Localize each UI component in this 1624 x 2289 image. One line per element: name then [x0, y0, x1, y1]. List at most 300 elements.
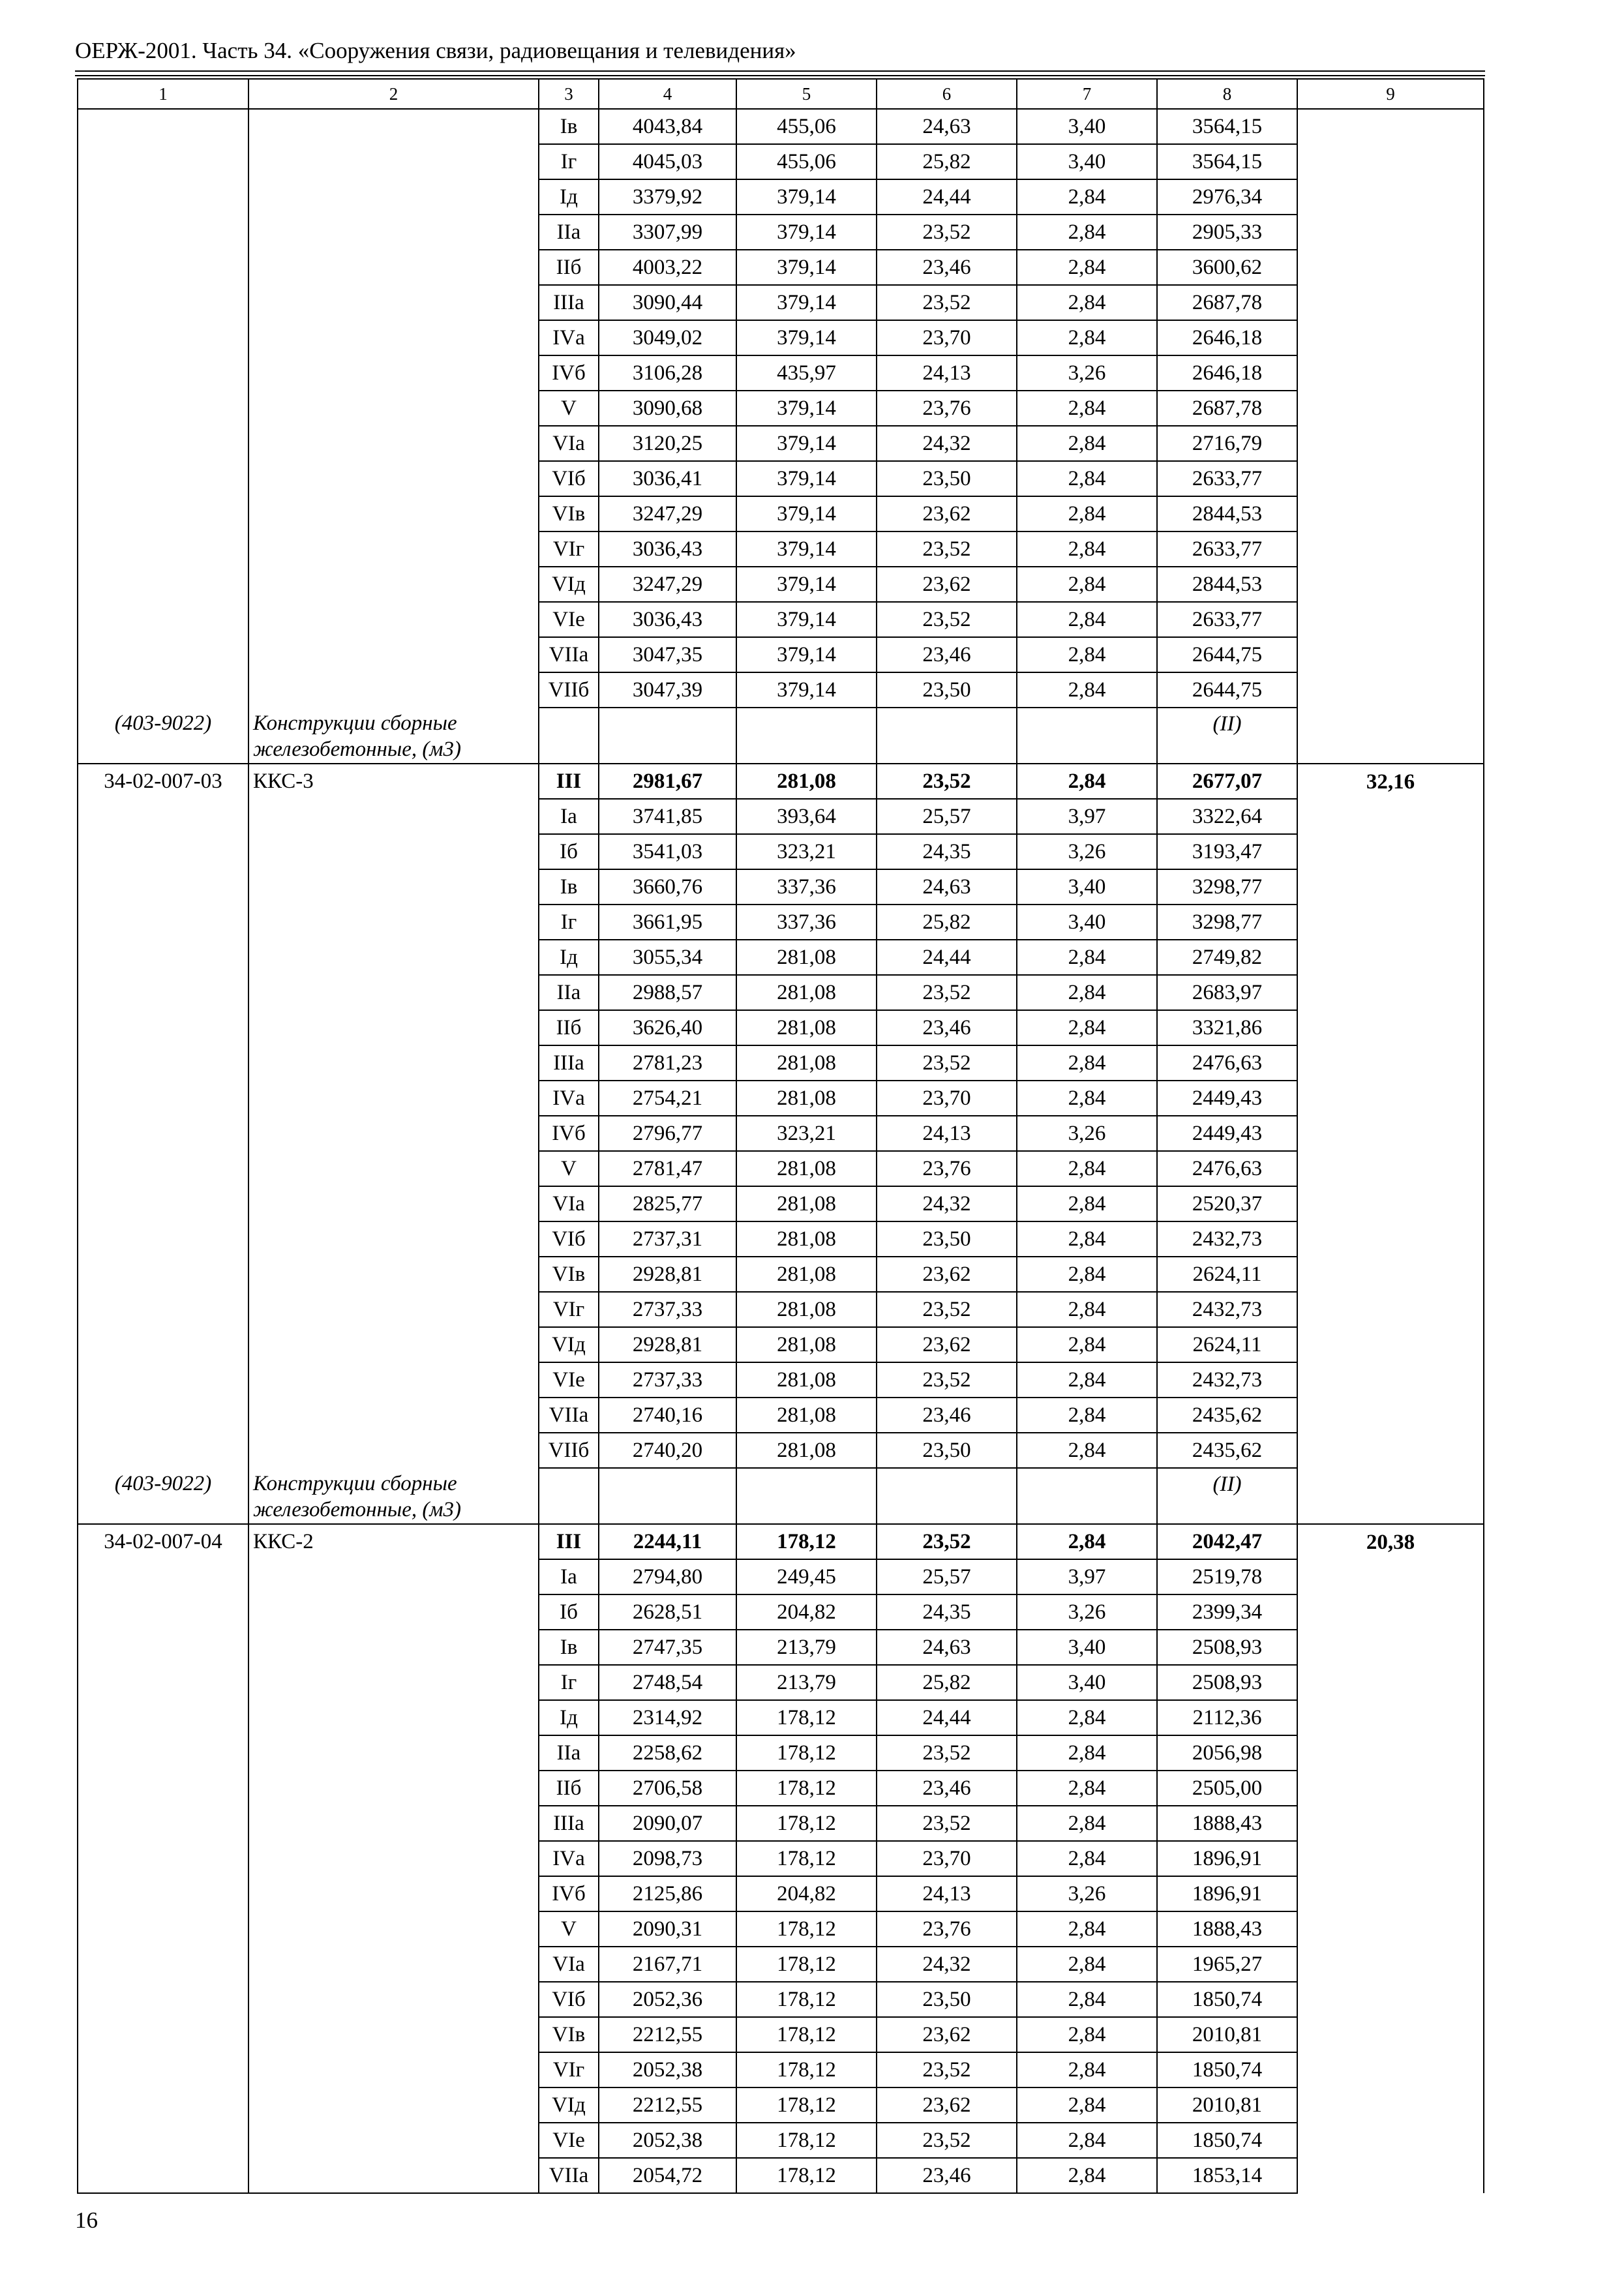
- code-cell: [78, 285, 248, 320]
- code-cell: [78, 1221, 248, 1257]
- code-cell: [78, 1665, 248, 1700]
- col6-cell: 25,57: [877, 1559, 1017, 1594]
- table-row: [78, 1806, 1484, 1841]
- col9-cell: [1297, 1433, 1484, 1468]
- zone-cell: VIе: [539, 602, 599, 637]
- col8-cell: 1850,74: [1157, 2052, 1297, 2087]
- col8-cell: 2905,33: [1157, 215, 1297, 250]
- col4-cell: 2054,72: [599, 2158, 736, 2193]
- col6-cell: 23,52: [877, 1362, 1017, 1398]
- zone-cell: Iд: [539, 1700, 599, 1735]
- empty-cell: [1017, 1468, 1157, 1524]
- code-cell: [78, 1327, 248, 1362]
- code-cell: [78, 1841, 248, 1876]
- zone-cell: IIIа: [539, 1045, 599, 1081]
- code-cell: [78, 1559, 248, 1594]
- col4-cell: 3247,29: [599, 567, 736, 602]
- name-cell: [248, 1327, 539, 1362]
- code-cell: [78, 1116, 248, 1151]
- col9-cell: [1297, 461, 1484, 496]
- col8-cell: 2112,36: [1157, 1700, 1297, 1735]
- col5-cell: 204,82: [736, 1594, 877, 1630]
- col5-cell: 178,12: [736, 2123, 877, 2158]
- page-number: 16: [75, 2207, 98, 2233]
- zone-cell: Iа: [539, 799, 599, 834]
- col8-cell: 2749,82: [1157, 940, 1297, 975]
- table-row: [78, 1630, 1484, 1665]
- col4-cell: 2928,81: [599, 1257, 736, 1292]
- name-cell: ККС-2: [248, 1524, 539, 1559]
- col7-cell: 3,40: [1017, 1665, 1157, 1700]
- col6-cell: 23,52: [877, 1735, 1017, 1771]
- col6-cell: 24,13: [877, 1876, 1017, 1911]
- table-row: [78, 1771, 1484, 1806]
- col4-cell: 2754,21: [599, 1081, 736, 1116]
- zone-cell: V: [539, 391, 599, 426]
- zone-cell: VIа: [539, 426, 599, 461]
- zone-cell: VIIб: [539, 672, 599, 708]
- table-row: [78, 869, 1484, 905]
- col9-cell: [1297, 1594, 1484, 1630]
- col5-cell: 281,08: [736, 1327, 877, 1362]
- code-cell: [78, 940, 248, 975]
- col9-cell: [1297, 320, 1484, 355]
- col7-cell: 3,26: [1017, 355, 1157, 391]
- col6-cell: 23,46: [877, 2158, 1017, 2193]
- column-number: 1: [78, 79, 248, 109]
- col8-cell: 3298,77: [1157, 905, 1297, 940]
- col8-cell: 2683,97: [1157, 975, 1297, 1010]
- empty-cell: [1297, 1468, 1484, 1524]
- col9-cell: [1297, 496, 1484, 531]
- col9-cell: [1297, 1559, 1484, 1594]
- empty-cell: [1017, 708, 1157, 764]
- col6-cell: 24,44: [877, 179, 1017, 215]
- col6-cell: 23,62: [877, 496, 1017, 531]
- code-cell: [78, 1010, 248, 1045]
- zone-cell: VIв: [539, 496, 599, 531]
- name-cell: [248, 567, 539, 602]
- zone-cell: Iд: [539, 179, 599, 215]
- table-row-note: [78, 1468, 1484, 1524]
- name-cell: [248, 2158, 539, 2193]
- col9-cell: [1297, 834, 1484, 869]
- col9-cell: [1297, 1982, 1484, 2017]
- table-row: [78, 109, 1484, 144]
- empty-cell: [1297, 708, 1484, 764]
- zone-cell: VIг: [539, 2052, 599, 2087]
- col7-cell: 2,84: [1017, 2052, 1157, 2087]
- col9-cell: 32,16: [1297, 764, 1484, 799]
- code-cell: [78, 355, 248, 391]
- table-row: [78, 2017, 1484, 2052]
- col4-cell: 2981,67: [599, 764, 736, 799]
- col5-cell: 178,12: [736, 1735, 877, 1771]
- col4-cell: 3049,02: [599, 320, 736, 355]
- col9-cell: [1297, 1841, 1484, 1876]
- col8-cell: 2399,34: [1157, 1594, 1297, 1630]
- col5-cell: 281,08: [736, 1221, 877, 1257]
- name-cell: [248, 1947, 539, 1982]
- col8-cell: 2633,77: [1157, 531, 1297, 567]
- zone-cell: Iг: [539, 1665, 599, 1700]
- name-cell: [248, 109, 539, 144]
- zone-cell: VIб: [539, 1221, 599, 1257]
- col9-cell: [1297, 1362, 1484, 1398]
- col6-cell: 23,62: [877, 1257, 1017, 1292]
- col8-cell: 2449,43: [1157, 1116, 1297, 1151]
- col9-cell: [1297, 1630, 1484, 1665]
- col6-cell: 23,50: [877, 672, 1017, 708]
- code-cell: [78, 1630, 248, 1665]
- col6-cell: 25,57: [877, 799, 1017, 834]
- col4-cell: 3247,29: [599, 496, 736, 531]
- col6-cell: 23,52: [877, 2052, 1017, 2087]
- col9-cell: [1297, 144, 1484, 179]
- col4-cell: 3120,25: [599, 426, 736, 461]
- col4-cell: 2737,33: [599, 1362, 736, 1398]
- col8-cell: 2520,37: [1157, 1186, 1297, 1221]
- col7-cell: 2,84: [1017, 285, 1157, 320]
- name-cell: [248, 496, 539, 531]
- col4-cell: 3541,03: [599, 834, 736, 869]
- code-cell: [78, 567, 248, 602]
- col4-cell: 4045,03: [599, 144, 736, 179]
- code-cell: [78, 109, 248, 144]
- rates-table: [77, 78, 1484, 2194]
- col8-cell: 2687,78: [1157, 285, 1297, 320]
- col9-cell: [1297, 637, 1484, 672]
- col7-cell: 2,84: [1017, 2017, 1157, 2052]
- column-number: 3: [539, 79, 599, 109]
- table-row: [78, 2087, 1484, 2123]
- col5-cell: 213,79: [736, 1630, 877, 1665]
- note-material: Конструкции сборные железобетонные, (м3): [248, 1468, 539, 1524]
- col4-cell: 2737,31: [599, 1221, 736, 1257]
- col8-cell: 2449,43: [1157, 1081, 1297, 1116]
- code-cell: [78, 426, 248, 461]
- col5-cell: 178,12: [736, 1806, 877, 1841]
- col5-cell: 379,14: [736, 215, 877, 250]
- table-row: [78, 144, 1484, 179]
- zone-cell: Iа: [539, 1559, 599, 1594]
- empty-cell: [877, 1468, 1017, 1524]
- col6-cell: 23,52: [877, 215, 1017, 250]
- col5-cell: 281,08: [736, 1186, 877, 1221]
- column-number: 6: [877, 79, 1017, 109]
- header-rule: [75, 75, 1485, 76]
- col4-cell: 4043,84: [599, 109, 736, 144]
- col7-cell: 2,84: [1017, 1362, 1157, 1398]
- col9-cell: [1297, 567, 1484, 602]
- col5-cell: 379,14: [736, 285, 877, 320]
- col9-cell: [1297, 426, 1484, 461]
- code-cell: [78, 1045, 248, 1081]
- header-rule: [75, 70, 1485, 72]
- zone-cell: III: [539, 764, 599, 799]
- name-cell: [248, 1806, 539, 1841]
- zone-cell: IIб: [539, 1771, 599, 1806]
- code-cell: [78, 2123, 248, 2158]
- name-cell: [248, 1116, 539, 1151]
- code-cell: [78, 2017, 248, 2052]
- code-cell: [78, 1911, 248, 1947]
- zone-cell: VIб: [539, 1982, 599, 2017]
- col9-cell: [1297, 215, 1484, 250]
- name-cell: [248, 1292, 539, 1327]
- code-cell: [78, 834, 248, 869]
- col8-cell: 2633,77: [1157, 461, 1297, 496]
- name-cell: [248, 940, 539, 975]
- col8-cell: 2644,75: [1157, 672, 1297, 708]
- col8-cell: 2844,53: [1157, 496, 1297, 531]
- col7-cell: 2,84: [1017, 531, 1157, 567]
- name-cell: [248, 320, 539, 355]
- col7-cell: 2,84: [1017, 426, 1157, 461]
- zone-cell: VIд: [539, 1327, 599, 1362]
- col6-cell: 24,44: [877, 1700, 1017, 1735]
- code-cell: [78, 1771, 248, 1806]
- col9-cell: [1297, 1735, 1484, 1771]
- col8-cell: 3193,47: [1157, 834, 1297, 869]
- table-row: [78, 285, 1484, 320]
- col9-cell: [1297, 1151, 1484, 1186]
- table-row: [78, 1151, 1484, 1186]
- col5-cell: 379,14: [736, 567, 877, 602]
- zone-cell: Iд: [539, 940, 599, 975]
- name-cell: [248, 2017, 539, 2052]
- col4-cell: 2794,80: [599, 1559, 736, 1594]
- name-cell: [248, 1876, 539, 1911]
- zone-cell: IIб: [539, 250, 599, 285]
- col9-cell: [1297, 1257, 1484, 1292]
- col6-cell: 23,52: [877, 2123, 1017, 2158]
- table-row: [78, 567, 1484, 602]
- empty-cell: [539, 1468, 599, 1524]
- col9-cell: [1297, 1911, 1484, 1947]
- table-row-note: [78, 708, 1484, 764]
- zone-cell: VIв: [539, 1257, 599, 1292]
- column-numbers-row: [78, 79, 1484, 109]
- note-group: (II): [1157, 1468, 1297, 1524]
- col6-cell: 23,46: [877, 1010, 1017, 1045]
- col5-cell: 178,12: [736, 1700, 877, 1735]
- col6-cell: 23,70: [877, 1841, 1017, 1876]
- name-cell: [248, 1010, 539, 1045]
- note-material: Конструкции сборные железобетонные, (м3): [248, 708, 539, 764]
- col6-cell: 24,63: [877, 869, 1017, 905]
- table-row-head: [78, 764, 1484, 799]
- table-row: [78, 1559, 1484, 1594]
- col5-cell: 379,14: [736, 602, 877, 637]
- col5-cell: 204,82: [736, 1876, 877, 1911]
- col5-cell: 281,08: [736, 1081, 877, 1116]
- col9-cell: [1297, 940, 1484, 975]
- col9-cell: [1297, 1876, 1484, 1911]
- name-cell: [248, 1559, 539, 1594]
- page-header: ОЕРЖ-2001. Часть 34. «Сооружения связи, радиовещания и телевидения»: [75, 38, 796, 63]
- col5-cell: 379,14: [736, 426, 877, 461]
- col4-cell: 2747,35: [599, 1630, 736, 1665]
- col8-cell: 2056,98: [1157, 1735, 1297, 1771]
- col8-cell: 3298,77: [1157, 869, 1297, 905]
- col5-cell: 455,06: [736, 144, 877, 179]
- name-cell: [248, 355, 539, 391]
- code-cell: 34-02-007-04: [78, 1524, 248, 1559]
- name-cell: [248, 531, 539, 567]
- name-cell: [248, 1594, 539, 1630]
- zone-cell: Iв: [539, 1630, 599, 1665]
- col8-cell: 2633,77: [1157, 602, 1297, 637]
- col9-cell: [1297, 975, 1484, 1010]
- col6-cell: 23,70: [877, 320, 1017, 355]
- zone-cell: VIIа: [539, 637, 599, 672]
- col9-cell: [1297, 1045, 1484, 1081]
- zone-cell: VIг: [539, 531, 599, 567]
- col4-cell: 2167,71: [599, 1947, 736, 1982]
- empty-cell: [736, 1468, 877, 1524]
- col7-cell: 2,84: [1017, 1010, 1157, 1045]
- code-cell: [78, 1081, 248, 1116]
- col9-cell: [1297, 799, 1484, 834]
- col9-cell: [1297, 1221, 1484, 1257]
- zone-cell: VIб: [539, 461, 599, 496]
- name-cell: [248, 179, 539, 215]
- col5-cell: 281,08: [736, 1151, 877, 1186]
- col8-cell: 1888,43: [1157, 1911, 1297, 1947]
- col4-cell: 2258,62: [599, 1735, 736, 1771]
- col8-cell: 3322,64: [1157, 799, 1297, 834]
- col4-cell: 2781,23: [599, 1045, 736, 1081]
- col5-cell: 281,08: [736, 940, 877, 975]
- col4-cell: 3626,40: [599, 1010, 736, 1045]
- zone-cell: IVа: [539, 1081, 599, 1116]
- code-cell: [78, 215, 248, 250]
- col4-cell: 3307,99: [599, 215, 736, 250]
- table-row: [78, 461, 1484, 496]
- col5-cell: 178,12: [736, 1982, 877, 2017]
- col4-cell: 2740,16: [599, 1398, 736, 1433]
- col8-cell: 2624,11: [1157, 1257, 1297, 1292]
- zone-cell: VIIа: [539, 1398, 599, 1433]
- name-cell: [248, 461, 539, 496]
- col5-cell: 281,08: [736, 1433, 877, 1468]
- col9-cell: [1297, 1771, 1484, 1806]
- col9-cell: [1297, 1806, 1484, 1841]
- name-cell: [248, 602, 539, 637]
- col4-cell: 2740,20: [599, 1433, 736, 1468]
- col4-cell: 3660,76: [599, 869, 736, 905]
- col7-cell: 2,84: [1017, 1841, 1157, 1876]
- col8-cell: 2624,11: [1157, 1327, 1297, 1362]
- col8-cell: 2505,00: [1157, 1771, 1297, 1806]
- code-cell: [78, 1700, 248, 1735]
- col4-cell: 4003,22: [599, 250, 736, 285]
- code-cell: [78, 1257, 248, 1292]
- col5-cell: 379,14: [736, 391, 877, 426]
- col6-cell: 24,44: [877, 940, 1017, 975]
- col9-cell: [1297, 1010, 1484, 1045]
- col5-cell: 281,08: [736, 1292, 877, 1327]
- col6-cell: 24,13: [877, 1116, 1017, 1151]
- zone-cell: VIв: [539, 2017, 599, 2052]
- table-row: [78, 2158, 1484, 2193]
- col9-cell: [1297, 2158, 1484, 2193]
- col9-cell: [1297, 1398, 1484, 1433]
- col4-cell: 2052,38: [599, 2052, 736, 2087]
- col4-cell: 2737,33: [599, 1292, 736, 1327]
- col6-cell: 23,46: [877, 637, 1017, 672]
- col4-cell: 2212,55: [599, 2017, 736, 2052]
- zone-cell: IIа: [539, 975, 599, 1010]
- col8-cell: 1896,91: [1157, 1841, 1297, 1876]
- zone-cell: Iб: [539, 834, 599, 869]
- col6-cell: 24,35: [877, 1594, 1017, 1630]
- zone-cell: IVа: [539, 1841, 599, 1876]
- col7-cell: 3,40: [1017, 144, 1157, 179]
- col6-cell: 23,46: [877, 1398, 1017, 1433]
- table-row: [78, 905, 1484, 940]
- col6-cell: 24,32: [877, 426, 1017, 461]
- col8-cell: 1965,27: [1157, 1947, 1297, 1982]
- col5-cell: 281,08: [736, 1398, 877, 1433]
- col6-cell: 23,50: [877, 461, 1017, 496]
- col9-cell: [1297, 1327, 1484, 1362]
- col8-cell: 2687,78: [1157, 391, 1297, 426]
- col8-cell: 2976,34: [1157, 179, 1297, 215]
- table-row: [78, 1362, 1484, 1398]
- col5-cell: 379,14: [736, 250, 877, 285]
- col5-cell: 178,12: [736, 2158, 877, 2193]
- code-cell: 34-02-007-03: [78, 764, 248, 799]
- name-cell: [248, 1841, 539, 1876]
- col7-cell: 2,84: [1017, 1524, 1157, 1559]
- col9-cell: [1297, 355, 1484, 391]
- col8-cell: 1896,91: [1157, 1876, 1297, 1911]
- zone-cell: Iб: [539, 1594, 599, 1630]
- col5-cell: 213,79: [736, 1665, 877, 1700]
- col7-cell: 2,84: [1017, 1433, 1157, 1468]
- note-ref: (403-9022): [78, 708, 248, 764]
- empty-cell: [736, 708, 877, 764]
- table-row: [78, 1665, 1484, 1700]
- col5-cell: 178,12: [736, 1524, 877, 1559]
- col7-cell: 3,26: [1017, 1876, 1157, 1911]
- table-row: [78, 1221, 1484, 1257]
- name-cell: [248, 672, 539, 708]
- col7-cell: 2,84: [1017, 2123, 1157, 2158]
- col6-cell: 23,52: [877, 1524, 1017, 1559]
- col5-cell: 337,36: [736, 869, 877, 905]
- col6-cell: 23,76: [877, 1911, 1017, 1947]
- zone-cell: IIа: [539, 1735, 599, 1771]
- col9-cell: [1297, 285, 1484, 320]
- col5-cell: 455,06: [736, 109, 877, 144]
- col7-cell: 3,40: [1017, 905, 1157, 940]
- col5-cell: 178,12: [736, 1947, 877, 1982]
- col9-cell: [1297, 1700, 1484, 1735]
- col7-cell: 3,40: [1017, 869, 1157, 905]
- code-cell: [78, 905, 248, 940]
- zone-cell: VIе: [539, 2123, 599, 2158]
- code-cell: [78, 1735, 248, 1771]
- code-cell: [78, 1806, 248, 1841]
- name-cell: [248, 1081, 539, 1116]
- column-number: 2: [248, 79, 539, 109]
- code-cell: [78, 602, 248, 637]
- column-number: 5: [736, 79, 877, 109]
- name-cell: [248, 975, 539, 1010]
